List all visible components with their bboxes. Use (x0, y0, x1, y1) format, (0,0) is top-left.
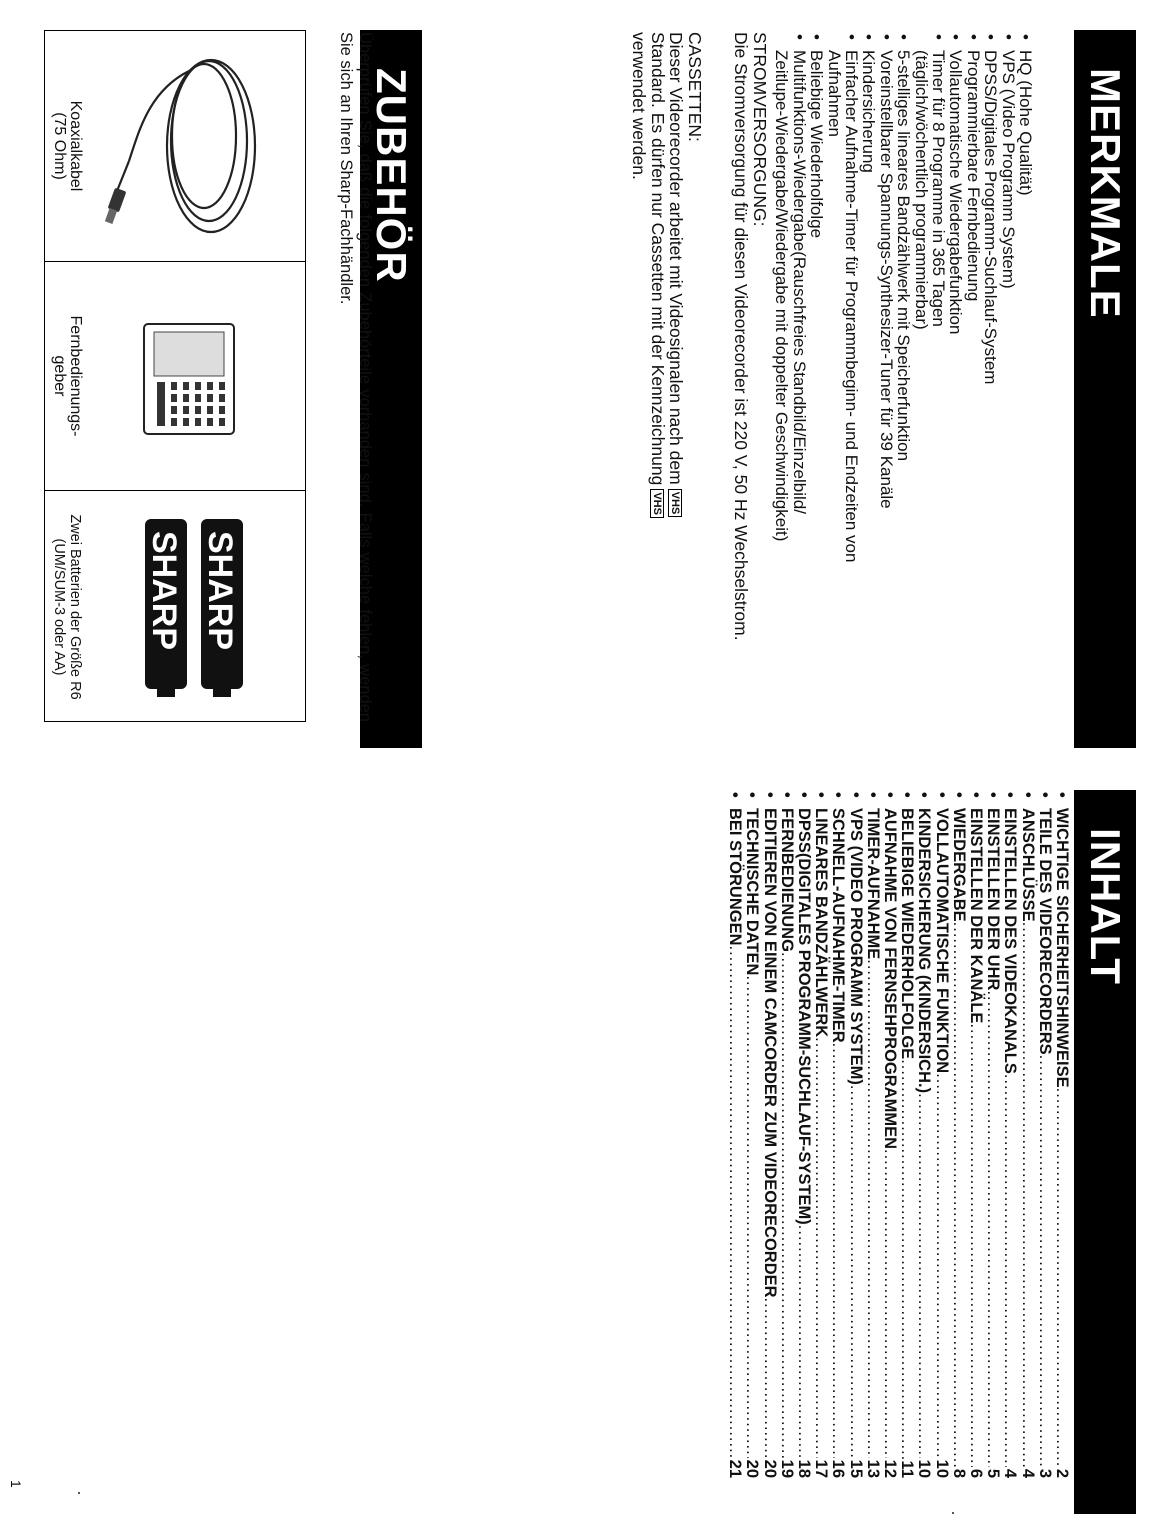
toc-leader-dots (984, 990, 1001, 1466)
toc-page-number: 19 (777, 1459, 796, 1478)
toc-page-number: 8 (949, 1468, 968, 1478)
toc-label: BEI STÖRUNGEN (726, 808, 745, 946)
toc-entry (760, 792, 777, 1478)
accessory-caption-line1: Zwei Batterien der Größe R6 (67, 514, 83, 700)
bullet: • (1018, 792, 1037, 798)
toc-page-number: 12 (880, 1459, 899, 1478)
feature-subtext: Aufnahmen (824, 50, 844, 137)
toc-entry (829, 792, 846, 1478)
toc-label: WICHTIGE SICHERHEITSHINWEISE (1053, 808, 1071, 1088)
bullet: • (932, 792, 951, 798)
feature-text: Vollautomatische Wiedergabefunktion (946, 50, 966, 335)
toc-leader-dots (915, 1093, 932, 1458)
toc-leader-dots (864, 959, 881, 1457)
toc-entry (743, 792, 760, 1478)
feature-text: 5-stelliges lineares Bandzählwerk mit Speicherfunktion (894, 50, 914, 462)
vhs-logo: VHS (650, 489, 664, 518)
accessory-caption-line2: geber (51, 355, 68, 397)
toc-page-number: 4 (1001, 1468, 1020, 1478)
feature-text: Einfacher Aufnahme-Timer für Programmbeginn- und Endzeiten von (841, 50, 861, 563)
feature-subtext: Zeitlupe-Wiedergabe/Wiedergabe mit doppelter Geschwindigkeit) (772, 50, 792, 542)
accessory-batteries (45, 491, 305, 723)
accessory-caption (51, 491, 83, 723)
feature-item (860, 32, 877, 722)
toc-entry (1036, 792, 1053, 1478)
feature-text: Timer für 8 Programme in 365 Tagen (928, 50, 948, 327)
battery-brand: SHARP (145, 531, 183, 651)
accessories-intro: Überprüfen Sie, daß die folgenden Zubehörteile vorhanden sind. Falls welche fehlen, wenden Sie sich an Ihren Sharp-Fachhändler. (337, 32, 374, 722)
toc-label: FERNBEDIENUNG (777, 808, 796, 952)
toc-page-number: 10 (915, 1459, 934, 1478)
toc-leader-dots (1018, 922, 1035, 1467)
toc-leader-dots (1001, 1074, 1018, 1467)
toc-entry (864, 792, 881, 1478)
cassette-section (630, 32, 704, 722)
accessory-caption-line1: Fernbedienungs- (67, 315, 84, 437)
toc-label: AUFNAHME VON FERNSEHPROGRAMMEN (880, 808, 899, 1150)
bullet: • (829, 792, 848, 798)
feature-item (982, 32, 999, 722)
feature-item (912, 32, 947, 722)
toc-page-number: 6 (966, 1468, 985, 1478)
vhs-logo: VHS (668, 489, 682, 518)
power-section (732, 32, 769, 722)
table-of-contents (726, 792, 1070, 1478)
toc-page-number: 5 (984, 1468, 1003, 1478)
toc-leader-dots (795, 1225, 812, 1458)
toc-leader-dots (950, 922, 967, 1467)
toc-label: VPS (VIDEO PROGRAMM SYSTEM) (846, 808, 865, 1085)
toc-page-number: 2 (1053, 1468, 1071, 1478)
bullet: • (846, 792, 865, 798)
feature-item (964, 32, 981, 722)
toc-entry (1018, 792, 1035, 1478)
toc-label: EINSTELLEN DES VIDEOKANALS (1001, 808, 1020, 1074)
bullet: • (777, 792, 796, 798)
cassette-text-3: verwendet werden. (629, 32, 650, 180)
toc-entry (898, 792, 915, 1478)
cassette-text: Dieser Videorecorder arbeitet mit Videosignalen nach dem (666, 32, 687, 485)
features-list (773, 32, 1034, 722)
toc-entry (915, 792, 932, 1478)
toc-entry (778, 792, 795, 1478)
feature-item (773, 32, 808, 722)
remote-control-icon (79, 262, 299, 490)
toc-page-number: 18 (794, 1459, 813, 1478)
bullet: • (949, 792, 968, 798)
toc-leader-dots (1053, 1088, 1070, 1467)
toc-entry (950, 792, 967, 1478)
toc-entry (795, 792, 812, 1478)
toc-label: VOLLAUTOMATISCHE FUNKTION (932, 808, 951, 1074)
power-text: Die Stromversorgung für diesen Videorecorder ist 220 V, 50 Hz Wechselstrom. (731, 32, 752, 641)
toc-label: DPSS(DIGITALES PROGRAMM-SUCHLAUF-SYSTEM) (794, 808, 813, 1225)
bullet: • (898, 792, 917, 798)
toc-entry (967, 792, 984, 1478)
battery-brand: SHARP (201, 531, 239, 651)
toc-page-number: 21 (726, 1459, 745, 1478)
power-heading: STROMVERSORGUNG: (750, 32, 770, 227)
feature-item (999, 32, 1016, 722)
cassette-text-2: Standard. Es dürfen nur Cassetten mit der Kennzeichnung (648, 32, 668, 486)
toc-entry (812, 792, 829, 1478)
toc-page-number: 15 (846, 1459, 865, 1478)
toc-label: BELIEBIGE WIEDERHOLFOLGE (898, 808, 917, 1060)
batteries-icon (79, 491, 299, 723)
accessory-caption-line2: (UM/SUM-3 oder AA) (51, 538, 67, 676)
toc-label: TIMER-AUFNAHME (863, 808, 882, 960)
toc-page-number: 20 (743, 1459, 762, 1478)
bullet: • (880, 792, 899, 798)
toc-page-number: 20 (760, 1459, 779, 1478)
toc-entry (1053, 792, 1070, 1478)
toc-entry (1001, 792, 1018, 1478)
accessory-remote (45, 262, 305, 491)
toc-leader-dots (881, 1149, 898, 1458)
accessories-table (44, 30, 306, 722)
bullet: • (743, 792, 762, 798)
toc-leader-dots (778, 952, 795, 1458)
toc-label: EINSTELLEN DER KANÄLE (966, 808, 985, 1024)
accessory-caption (51, 262, 83, 490)
feature-item (895, 32, 912, 722)
toc-leader-dots (1036, 1055, 1053, 1467)
cassette-heading: CASSETTEN: (685, 32, 705, 142)
bullet: • (1035, 792, 1054, 798)
coax-cable-icon (79, 31, 299, 261)
bullet: • (984, 792, 1003, 798)
feature-item (825, 32, 860, 722)
toc-label: LINEARES BANDZÄHLWERK (812, 808, 831, 1038)
bullet: • (1001, 792, 1020, 798)
toc-entry (932, 792, 949, 1478)
toc-leader-dots (726, 946, 743, 1458)
toc-banner (1074, 790, 1136, 1514)
toc-leader-dots (932, 1073, 949, 1457)
bullet: • (760, 792, 779, 798)
accessory-caption (51, 31, 83, 261)
bullet: • (966, 792, 985, 798)
toc-leader-dots (967, 1023, 984, 1466)
feature-subtext: (täglich/wöchentlich programmierbar) (911, 50, 931, 330)
features-title: MERKMALE (1082, 68, 1129, 319)
accessories-title: ZUBEHÖR (368, 68, 415, 283)
toc-page-number: 17 (812, 1459, 831, 1478)
toc-page-number: 16 (829, 1459, 848, 1478)
bullet: • (794, 792, 813, 798)
toc-leader-dots (846, 1085, 863, 1458)
feature-text: HQ (Hohe Qualität) (1016, 50, 1035, 196)
toc-entry (984, 792, 1001, 1478)
feature-text: Voreinstellbarer Spannungs-Synthesizer-Tuner für 39 Kanäle (876, 50, 896, 509)
toc-leader-dots (743, 975, 760, 1457)
page-number: 1 (8, 1480, 24, 1488)
bullet: • (863, 792, 882, 798)
toc-label: ANSCHLÜSSE (1018, 808, 1037, 922)
toc-page-number: 4 (1018, 1468, 1037, 1478)
feature-text: Beliebige Wiederholfolge (807, 50, 827, 239)
toc-label: KINDERSICHERUNG (KINDERSICH.) (915, 808, 934, 1094)
toc-leader-dots (760, 1298, 777, 1458)
toc-label: TECHNISCHE DATEN (743, 808, 762, 976)
toc-entry (881, 792, 898, 1478)
toc-leader-dots (812, 1037, 829, 1457)
feature-item (1017, 32, 1034, 722)
accessory-caption-line1: Koaxialkabel (67, 100, 84, 192)
accessory-coax-cable (45, 31, 305, 262)
toc-title: INHALT (1082, 828, 1129, 985)
toc-page-number: 10 (932, 1459, 951, 1478)
bullet: • (1053, 792, 1071, 798)
toc-label: EINSTELLEN DER UHR (984, 808, 1003, 991)
bullet: • (726, 792, 745, 798)
toc-label: TEILE DES VIDEORECORDERS (1035, 808, 1054, 1055)
bullet: • (812, 792, 831, 798)
toc-entry (846, 792, 863, 1478)
feature-text: Multifunktions-Wiedergabe(Rauschfreies Standbild/Einzelbild/ (789, 50, 809, 514)
toc-page-number: 11 (898, 1460, 917, 1478)
toc-leader-dots (829, 1043, 846, 1458)
feature-item (947, 32, 964, 722)
toc-leader-dots (898, 1059, 915, 1458)
toc-page-number: 13 (863, 1459, 882, 1478)
feature-item (808, 32, 825, 722)
scan-speck (78, 1492, 80, 1494)
feature-text: VPS (Video Programm System) (998, 50, 1018, 289)
toc-label: SCHNELL-AUFNAHME-TIMER (829, 808, 848, 1043)
toc-page-number: 3 (1035, 1468, 1054, 1478)
features-banner (1074, 30, 1136, 748)
toc-label: EDITIEREN VON EINEM CAMCORDER ZUM VIDEORECORDER (760, 808, 779, 1298)
toc-entry (726, 792, 743, 1478)
feature-text: Kindersicherung (859, 50, 879, 173)
bullet: • (915, 792, 934, 798)
feature-text: Programmierbare Fernbedienung (963, 50, 983, 302)
toc-label: WIEDERGABE (949, 808, 968, 922)
feature-item (877, 32, 894, 722)
feature-text: DPSS/Digitales Programm-Suchlauf-System (981, 50, 1001, 385)
scan-speck (952, 1512, 954, 1514)
accessory-caption-line2: (75 Ohm) (51, 112, 68, 180)
